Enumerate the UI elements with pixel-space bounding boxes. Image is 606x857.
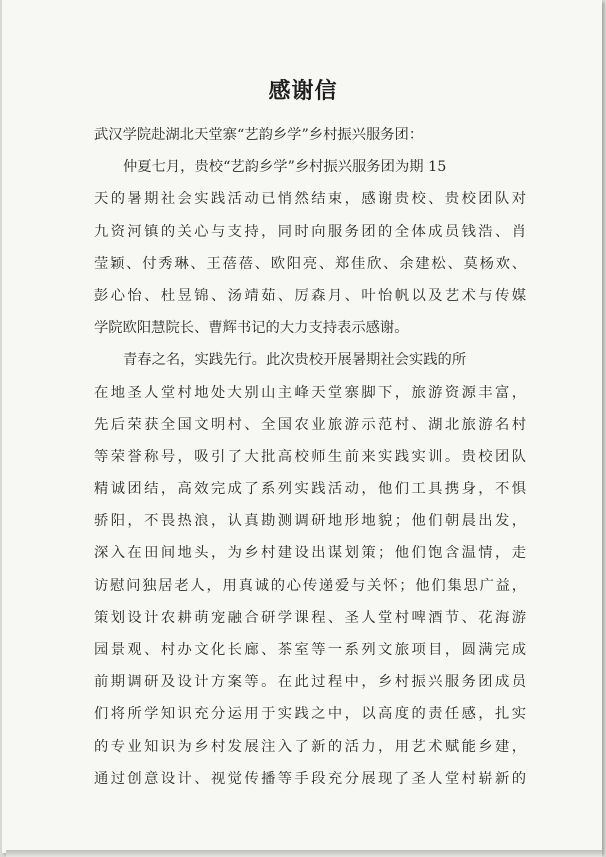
paragraph-line: 骄阳，不畏热浪，认真勘测调研地形地貌；他们朝晨出发， — [94, 513, 526, 530]
salutation: 武汉学院赴湖北天堂寨“艺韵乡学”乡村振兴服务团： — [94, 127, 424, 143]
paragraph-line: 访慰问独居老人，用真诚的心传递爱与关怀；他们集思广益， — [94, 577, 526, 594]
paragraph-line: 学院欧阳慧院长、曹辉书记的大力支持表示感谢。 — [94, 320, 409, 337]
paragraph-line: 青春之名，实践先行。此次贵校开展暑期社会实践的所 — [123, 352, 467, 369]
page-bottom-edge — [6, 850, 602, 857]
paragraph-line: 彭心怡、杜昱锦、汤靖茹、厉森月、叶怡帆以及艺术与传媒 — [94, 287, 526, 304]
letter-body — [94, 119, 526, 795]
paragraph-line: 们将所学知识充分运用于实践之中，以高度的责任感，扎实 — [94, 706, 526, 723]
paragraph-line: 前期调研及设计方案等。在此过程中，乡村振兴服务团成员 — [94, 674, 526, 691]
paragraph-line: 天的暑期社会实践活动已悄然结束，感谢贵校、贵校团队对 — [94, 191, 526, 208]
paragraph-line: 仲夏七月，贵校“艺韵乡学”乡村振兴服务团为期 15 — [123, 159, 447, 176]
paragraph-line: 精诚团结，高效完成了系列实践活动，他们工具携身，不惧 — [94, 481, 526, 498]
paragraph-line: 的专业知识为乡村发展注入了新的活力，用艺术赋能乡建， — [94, 738, 526, 755]
paragraph-line: 在地圣人堂村地处大别山主峰天堂寨脚下，旅游资源丰富， — [94, 384, 526, 401]
paragraph-line: 园景观、村办文化长廊、茶室等一系列文旅项目，圆满完成 — [94, 642, 526, 658]
paragraph-line: 策划设计农耕萌宠融合研学课程、圣人堂村啤酒节、花海游 — [94, 609, 526, 626]
paragraph-line: 等荣誉称号，吸引了大批高校师生前来实践实训。贵校团队 — [94, 448, 526, 465]
paragraph-line: 九资河镇的关心与支持，同时向服务团的全体成员钱浩、肖 — [94, 223, 526, 240]
letter-title: 感谢信 — [268, 79, 338, 104]
paragraph-line: 莹颖、付秀琳、王蓓蓓、欧阳亮、郑佳欣、余建松、莫杨欢、 — [94, 255, 526, 272]
paragraph-line: 先后荣获全国文明村、全国农业旅游示范村、湖北旅游名村 — [94, 416, 526, 433]
paragraph-line: 深入在田间地头，为乡村建设出谋划策；他们饱含温情，走 — [94, 545, 526, 562]
paragraph-line: 通过创意设计、视觉传播等手段充分展现了圣人堂村崭新的 — [94, 770, 526, 787]
